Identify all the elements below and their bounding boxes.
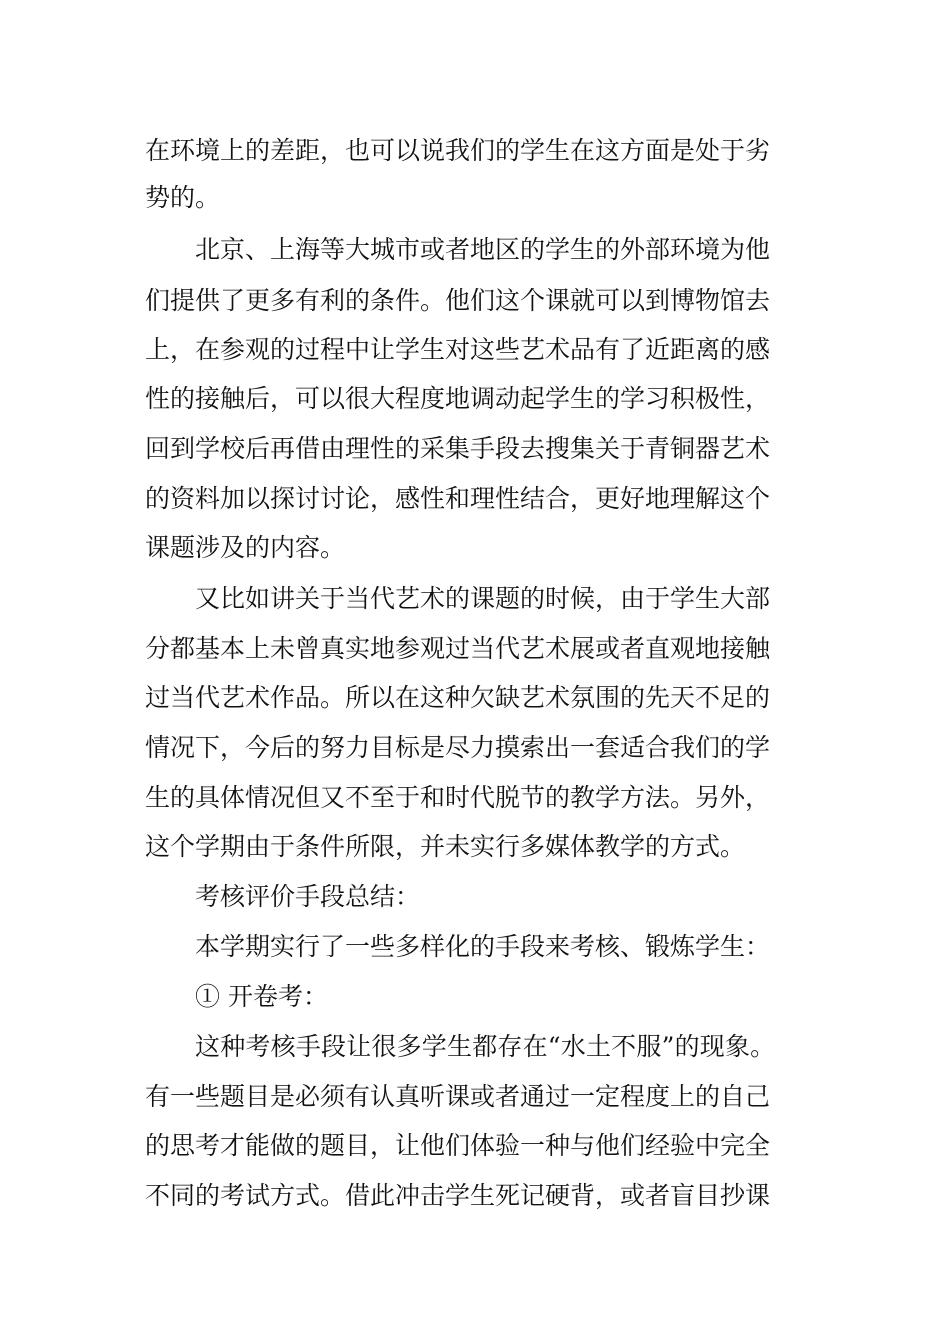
text-line: 的资料加以探讨讨论，感性和理性结合，更好地理解这个 <box>145 484 771 513</box>
list-item-label: ① 开卷考： <box>195 982 328 1011</box>
text-line: 在环境上的差距，也可以说我们的学生在这方面是处于劣 <box>145 136 771 165</box>
section-heading: 考核评价手段总结： <box>195 882 421 911</box>
paragraph-start: 这种考核手段让很多学生都存在“水土不服”的现象。 <box>195 1032 776 1061</box>
text-line: 回到学校后再借由理性的采集手段去搜集关于青铜器艺术 <box>145 434 771 463</box>
text-line: 生的具体情况但又不至于和时代脱节的教学方法。另外， <box>145 783 771 812</box>
paragraph-start: 又比如讲关于当代艺术的课题的时候，由于学生大部 <box>195 584 771 613</box>
text-line: 性的接触后，可以很大程度地调动起学生的学习积极性， <box>145 384 771 413</box>
text-line: 不同的考试方式。借此冲击学生死记硬背，或者盲目抄课 <box>145 1181 771 1210</box>
text-line: 势的。 <box>145 183 221 212</box>
text-line: 的思考才能做的题目，让他们体验一种与他们经验中完全 <box>145 1131 771 1160</box>
text-line: 们提供了更多有利的条件。他们这个课就可以到博物馆去 <box>145 286 771 315</box>
text-line: 有一些题目是必须有认真听课或者通过一定程度上的自己 <box>145 1082 771 1111</box>
paragraph-start: 本学期实行了一些多样化的手段来考核、锻炼学生： <box>195 932 771 961</box>
text-line: 分都基本上未曾真实地参观过当代艺术展或者直观地接触 <box>145 634 771 663</box>
text-line: 这个学期由于条件所限，并未实行多媒体教学的方式。 <box>145 832 746 861</box>
text-line: 上，在参观的过程中让学生对这些艺术品有了近距离的感 <box>145 335 771 364</box>
text-line: 情况下，今后的努力目标是尽力摸索出一套适合我们的学 <box>145 733 771 762</box>
paragraph-start: 北京、上海等大城市或者地区的学生的外部环境为他 <box>195 235 771 264</box>
text-line: 课题涉及的内容。 <box>145 533 346 562</box>
text-line: 过当代艺术作品。所以在这种欠缺艺术氛围的先天不足的 <box>145 683 771 712</box>
